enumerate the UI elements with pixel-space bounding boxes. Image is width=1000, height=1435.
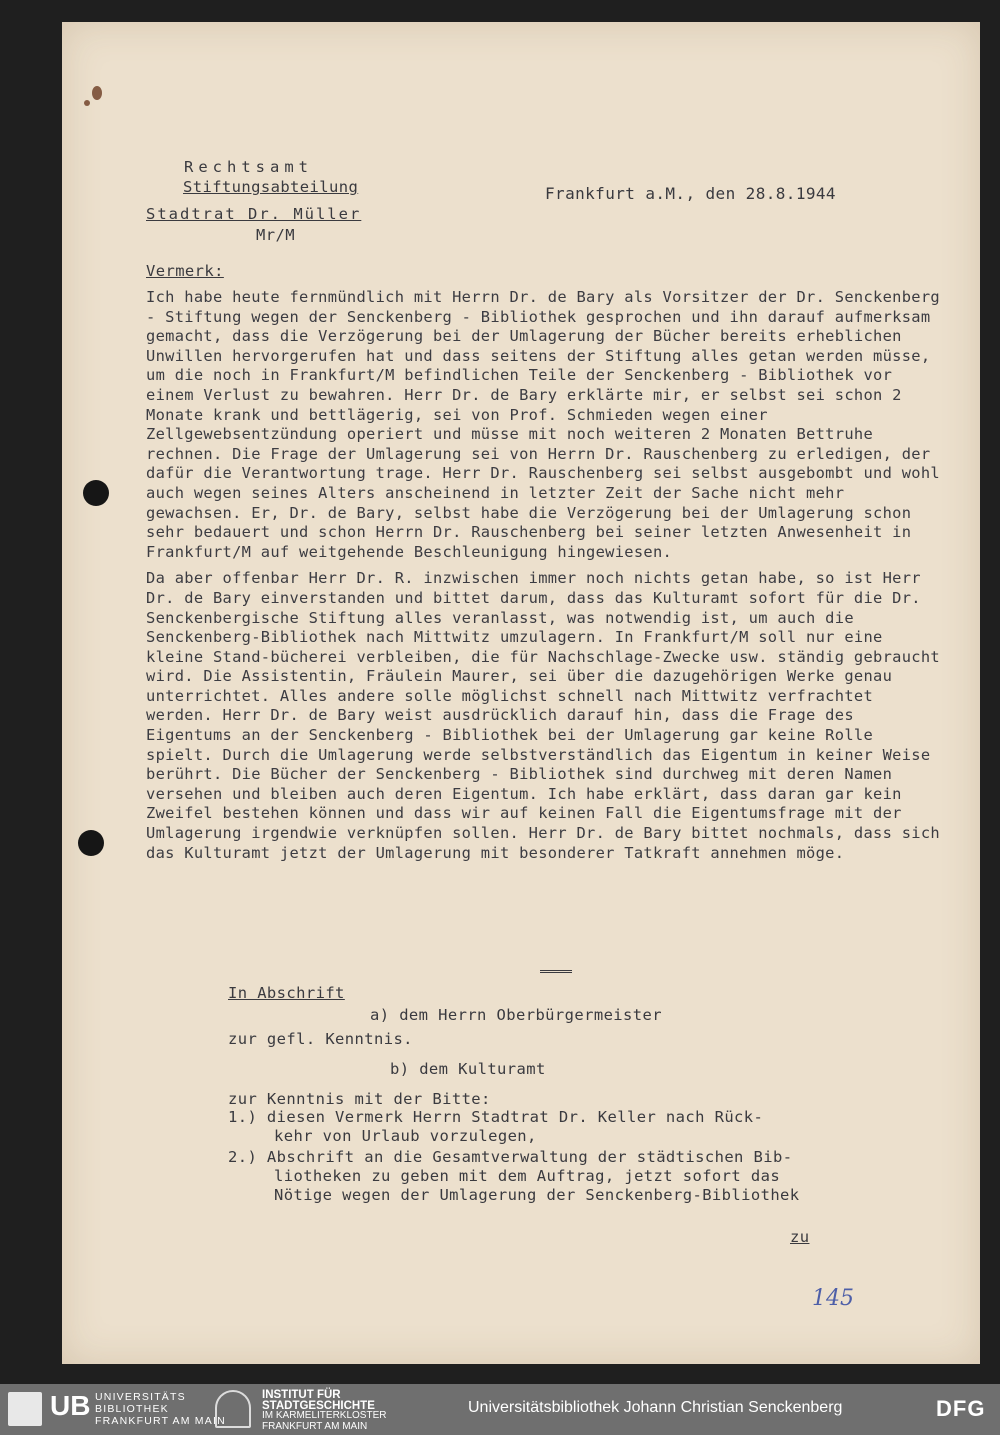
request-item-2-cont: liotheken zu geben mit dem Auftrag, jetzt sofort das — [274, 1167, 781, 1185]
distribution-a: a) dem Herrn Oberbürgermeister — [370, 1006, 662, 1024]
punch-hole-top — [83, 480, 109, 506]
place-date: Frankfurt a.M., den 28.8.1944 — [545, 184, 836, 203]
request-item-2-cont: Nötige wegen der Umlagerung der Senckenberg-Bibliothek — [274, 1186, 800, 1204]
memo-paragraph: Ich habe heute fernmündlich mit Herrn Dr. de Bary als Vorsitzer der Dr. Senckenberg - Stiftung wegen der Senckenberg - Bibliothek gesprochen und ihn darauf aufmerksam gemacht, dass die Verzögerung bei der Umlagerung der Bücher bereits erheblichen Unwillen hervorgerufen hat und dass seitens der Stiftung alles getan werden müsse, um die noch in Frankfurt/M befindlichen Teile der Senckenberg - Bibliothek vor einem Verlust zu bewahren. Herr Dr. de Bary erklärte mir, er selbst sei schon 2 Monate krank und bettlägerig, sei von Prof. Schmieden wegen einer Zellgewebsentzündung operiert und müsse mit noch weiteren 2 Monaten Bettruhe rechnen. Die Frage der Umlagerung sei von Herrn Dr. Rauschenberg zu erledigen, der dafür die Verantwortung trage. Herr Dr. Rauschenberg sei selbst ausgebombt und wohl auch wegen seines Alters anscheinend in letzter Zeit der Sache nicht mehr gewachsen. Er, Dr. de Bary, selbst habe die Verzögerung bei der Umlagerung schon sehr bedauert und schon Herrn Dr. Rauschenberg bei seiner letzten Anwesenheit in Frankfurt/M auf weitgehende Beschleunigung hingewiesen. — [146, 288, 940, 561]
reference-code: Mr/M — [256, 226, 295, 244]
ink-stain — [92, 86, 102, 100]
distribution-b-note: zur Kenntnis mit der Bitte: — [228, 1090, 491, 1108]
request-item-1: 1.) diesen Vermerk Herrn Stadtrat Dr. Keller nach Rück- — [228, 1108, 764, 1126]
request-item-1-cont: kehr von Urlaub vorzulegen, — [274, 1127, 537, 1145]
distribution-label: In Abschrift — [228, 984, 345, 1002]
section-name: Stiftungsabteilung — [183, 178, 359, 196]
ub-portrait-logo-icon — [8, 1392, 42, 1426]
dfg-logo[interactable]: DFG — [936, 1396, 986, 1421]
distribution-a-note: zur gefl. Kenntnis. — [228, 1030, 413, 1048]
institute-arch-logo-icon — [215, 1390, 251, 1428]
distribution-b: b) dem Kulturamt — [390, 1060, 546, 1078]
inst-line: IM KARMELITERKLOSTER — [262, 1410, 387, 1421]
memo-heading: Vermerk: — [146, 262, 224, 280]
inst-line: FRANKFURT AM MAIN — [262, 1420, 368, 1432]
separator-rule — [540, 970, 572, 973]
handwritten-page-number: 145 — [812, 1286, 854, 1311]
memo-body — [146, 288, 946, 870]
memo-paragraph: Da aber offenbar Herr Dr. R. inzwischen immer noch nichts getan habe, so ist Herr Dr. de Bary einverstanden und bittet darum, dass das Kulturamt sofort für die Dr. Senckenbergische Stiftung alles veranlasst, was notwendig ist, um auch die Senckenberg-Bibliothek nach Mittwitz umzulagern. In Frankfurt/M soll nur eine kleine Stand-bücherei verbleiben, die für Nachschlage-Zwecke usw. ständig gebraucht wird. Die Assistentin, Fräulein Maurer, sei über die dazugehörigen Werke genau unterrichtet. Alles andere solle möglichst schnell nach Mittwitz verfrachtet werden. Herr Dr. de Bary weist ausdrücklich darauf hin, dass die Frage des Eigentums an der Senckenberg - Bibliothek bei der Umlagerung gar keine Rolle spielt. Durch die Umlagerung werde selbstverständlich das Eigentum in keiner Weise berührt. Die Bücher der Senckenberg - Bibliothek sind durchweg mit deren Namen versehen und bleiben auch deren Eigentum. Ich habe erklärt, dass daran gar kein Zweifel bestehen können und dass wir auf keinen Fall die Eigentumsfrage mit der Umlagerung irgendwie verknüpfen sollen. Herr Dr. de Bary bittet nochmals, dass sich das Kulturamt jetzt der Umlagerung mit besonderer Tatkraft annehmen möge. — [146, 569, 940, 862]
institute-logo-text — [262, 1390, 386, 1432]
library-name[interactable]: Universitätsbibliothek Johann Christian Senckenberg — [468, 1399, 843, 1416]
ub-line: UNIVERSITÄTS — [95, 1391, 186, 1403]
ub-line: FRANKFURT AM MAIN — [95, 1415, 226, 1427]
inst-line: INSTITUT FÜR — [262, 1389, 341, 1401]
punch-hole-bottom — [78, 830, 104, 856]
inst-line: STADTGESCHICHTE — [262, 1399, 375, 1412]
ub-logo-letters: UB — [50, 1390, 91, 1421]
official-name: Stadtrat Dr. Müller — [146, 205, 362, 223]
continuation-marker: zu — [790, 1228, 810, 1246]
ub-logo-text — [95, 1391, 226, 1427]
request-item-2: 2.) Abschrift an die Gesamtverwaltung der städtischen Bib- — [228, 1148, 793, 1166]
department-name: Rechtsamt — [184, 158, 313, 176]
footer-bar — [0, 1384, 1000, 1435]
ink-stain — [84, 100, 90, 106]
ub-line: BIBLIOTHEK — [95, 1403, 169, 1415]
